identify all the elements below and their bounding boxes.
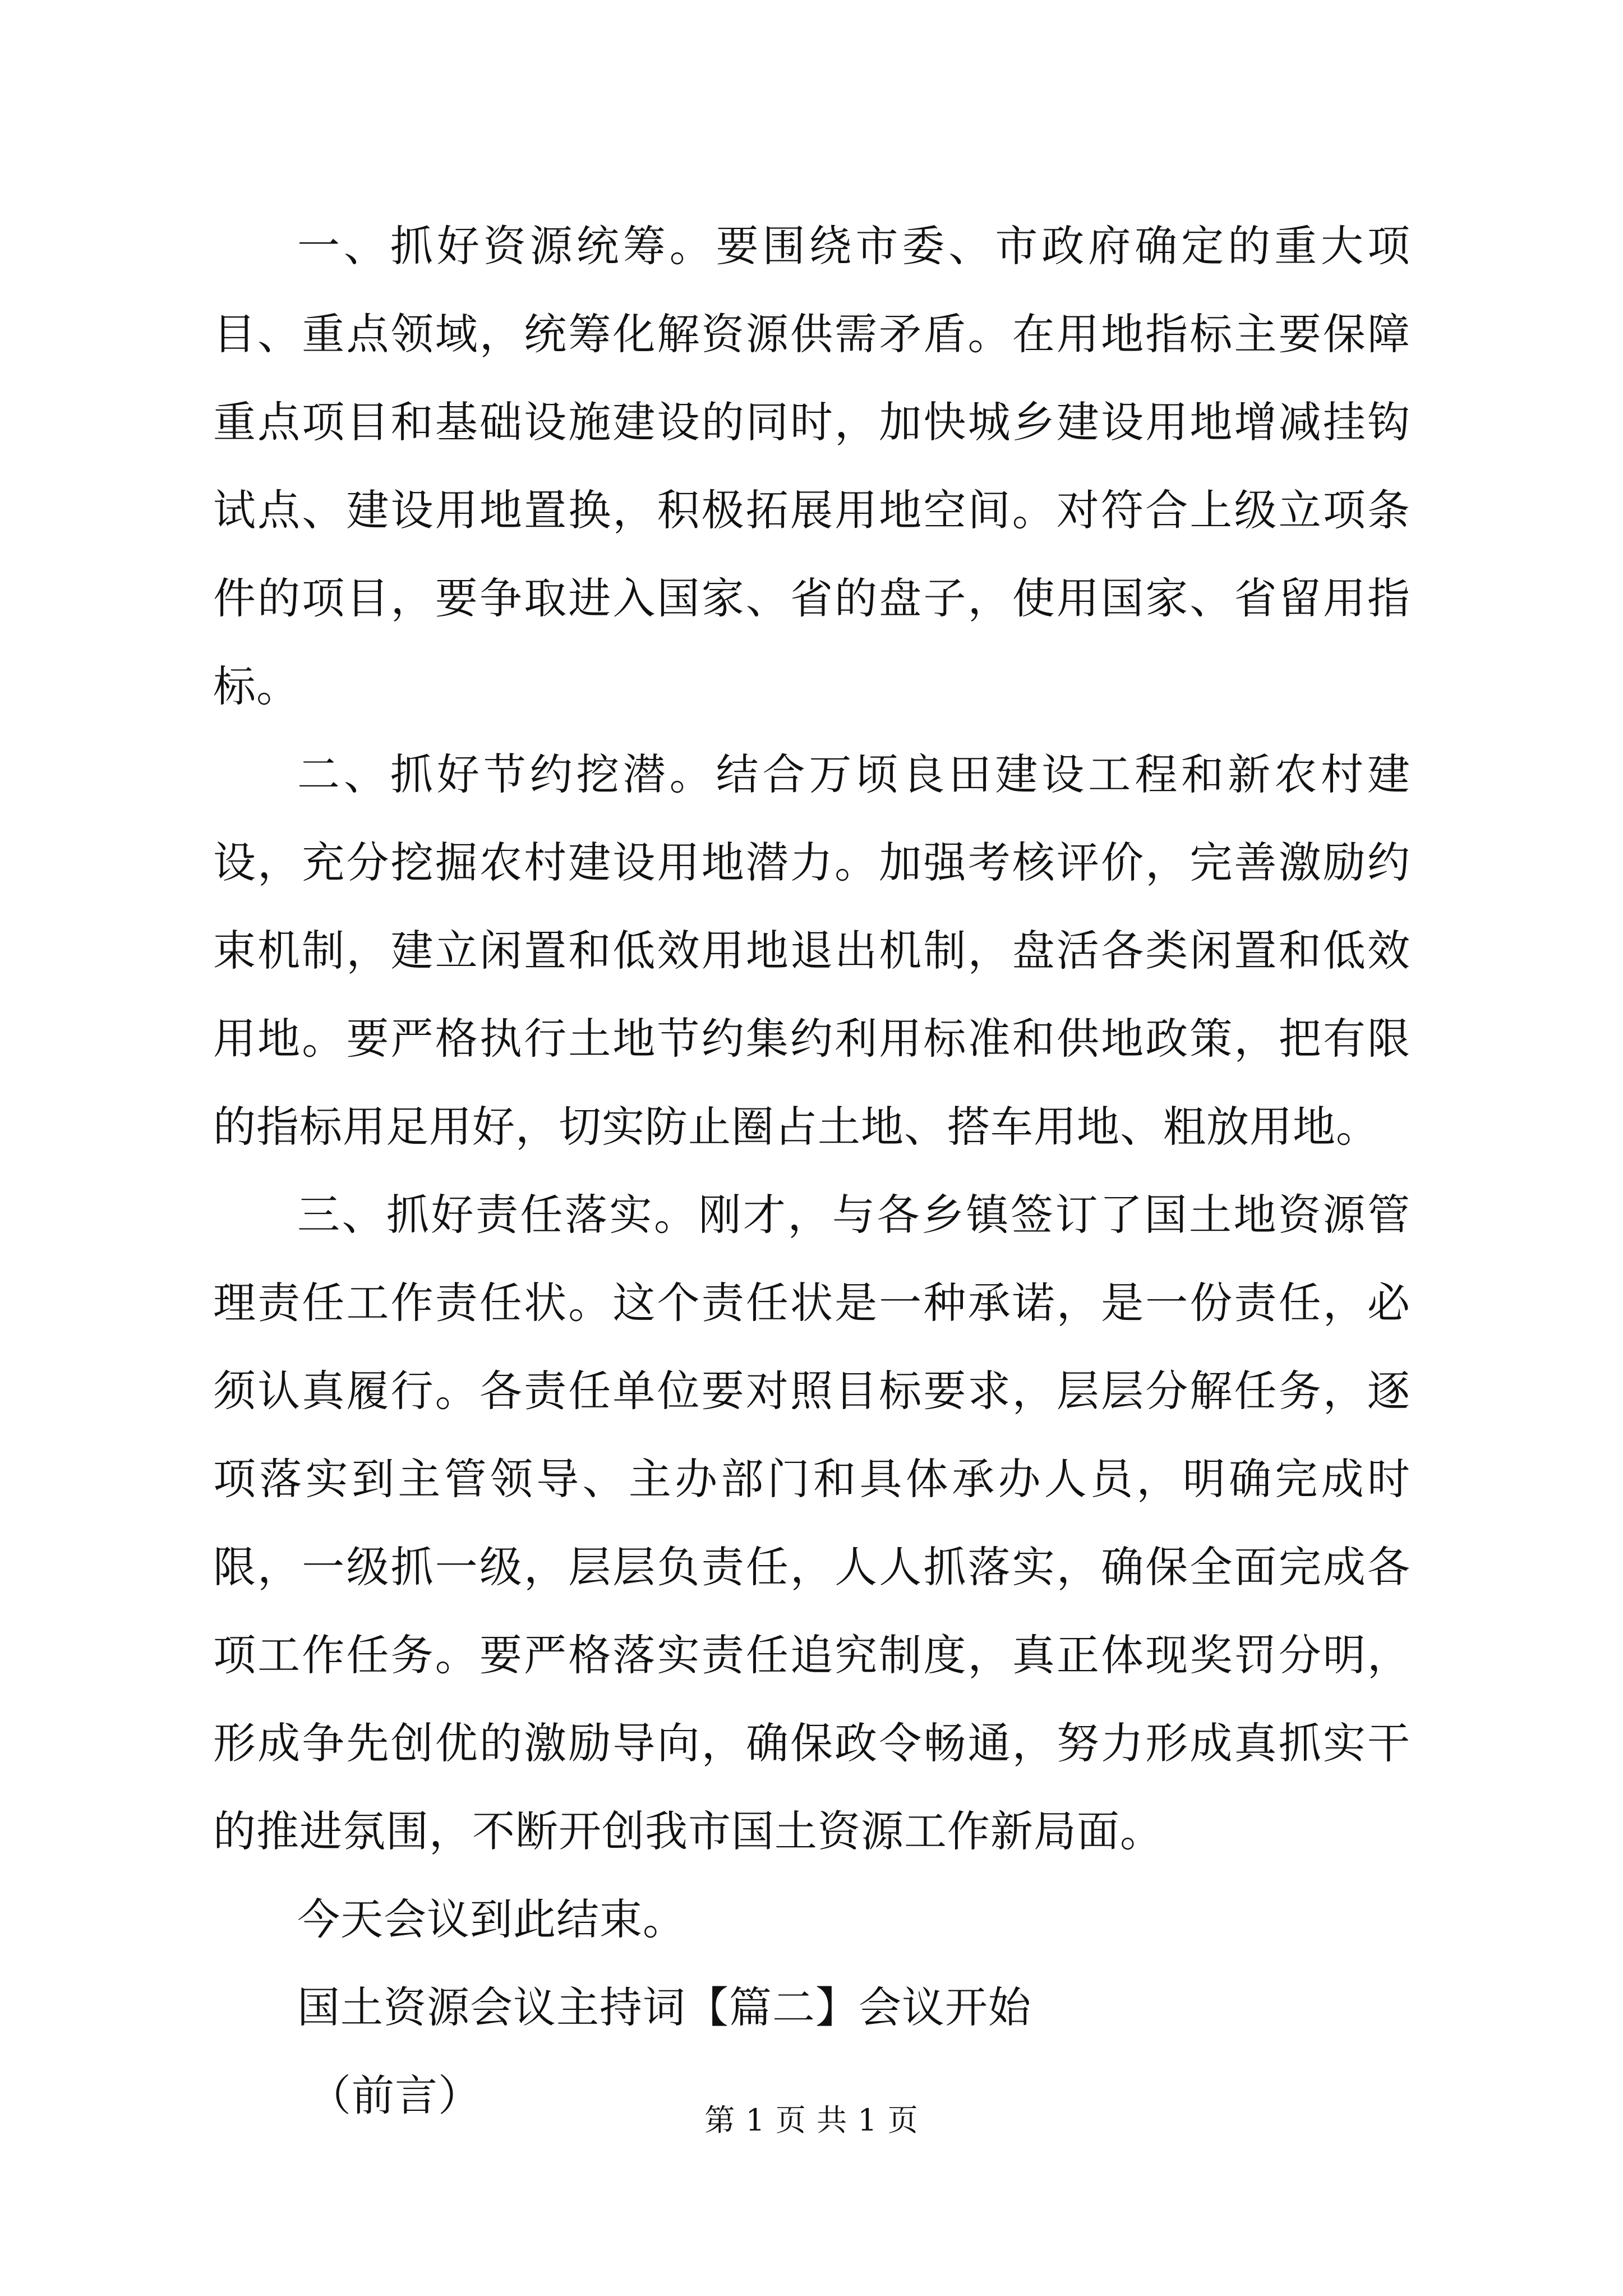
next-section-title: 国土资源会议主持词【篇二】会议开始 xyxy=(297,1982,1031,2032)
document-body xyxy=(213,202,1410,2139)
closing-line: 今天会议到此结束。 xyxy=(297,1894,686,1944)
preface-label: （前言） xyxy=(308,2070,481,2120)
paragraph-responsibility: 三、抓好责任落实。刚才，与各乡镇签订了国土地资源管理责任工作责任状。这个责任状是一种承诺，是一份责任，必须认真履行。各责任单位要对照目标要求，层层分解任务，逐项落实到主管领导、主办部门和具体承办人员，明确完成时限，一级抓一级，层层负责任，人人抓落实，确保全面完成各项工作任务。要严格落实责任追究制度，真正体现奖罚分明，形成争先创优的激励导向，确保政令畅通，努力形成真抓实干的推进氛围，不断开创我市国土资源工作新局面。 xyxy=(213,1190,1410,1856)
paragraph-resource-coordination: 一、抓好资源统筹。要围绕市委、市政府确定的重大项目、重点领域，统筹化解资源供需矛盾。在用地指标主要保障重点项目和基础设施建设的同时，加快城乡建设用地增减挂钩试点、建设用地置换，积极拓展用地空间。对符合上级立项条件的项目，要争取进入国家、省的盘子，使用国家、省留用指标。 xyxy=(213,221,1410,711)
paragraph-land-saving: 二、抓好节约挖潜。结合万顷良田建设工程和新农村建设，充分挖掘农村建设用地潜力。加强考核评价，完善激励约束机制，建立闲置和低效用地退出机制，盘活各类闲置和低效用地。要严格执行土地节约集约利用标准和供地政策，把有限的指标用足用好，切实防止圈占土地、搭车用地、粗放用地。 xyxy=(213,749,1410,1152)
page-number-footer: 第 1 页 共 1 页 xyxy=(704,2102,919,2138)
